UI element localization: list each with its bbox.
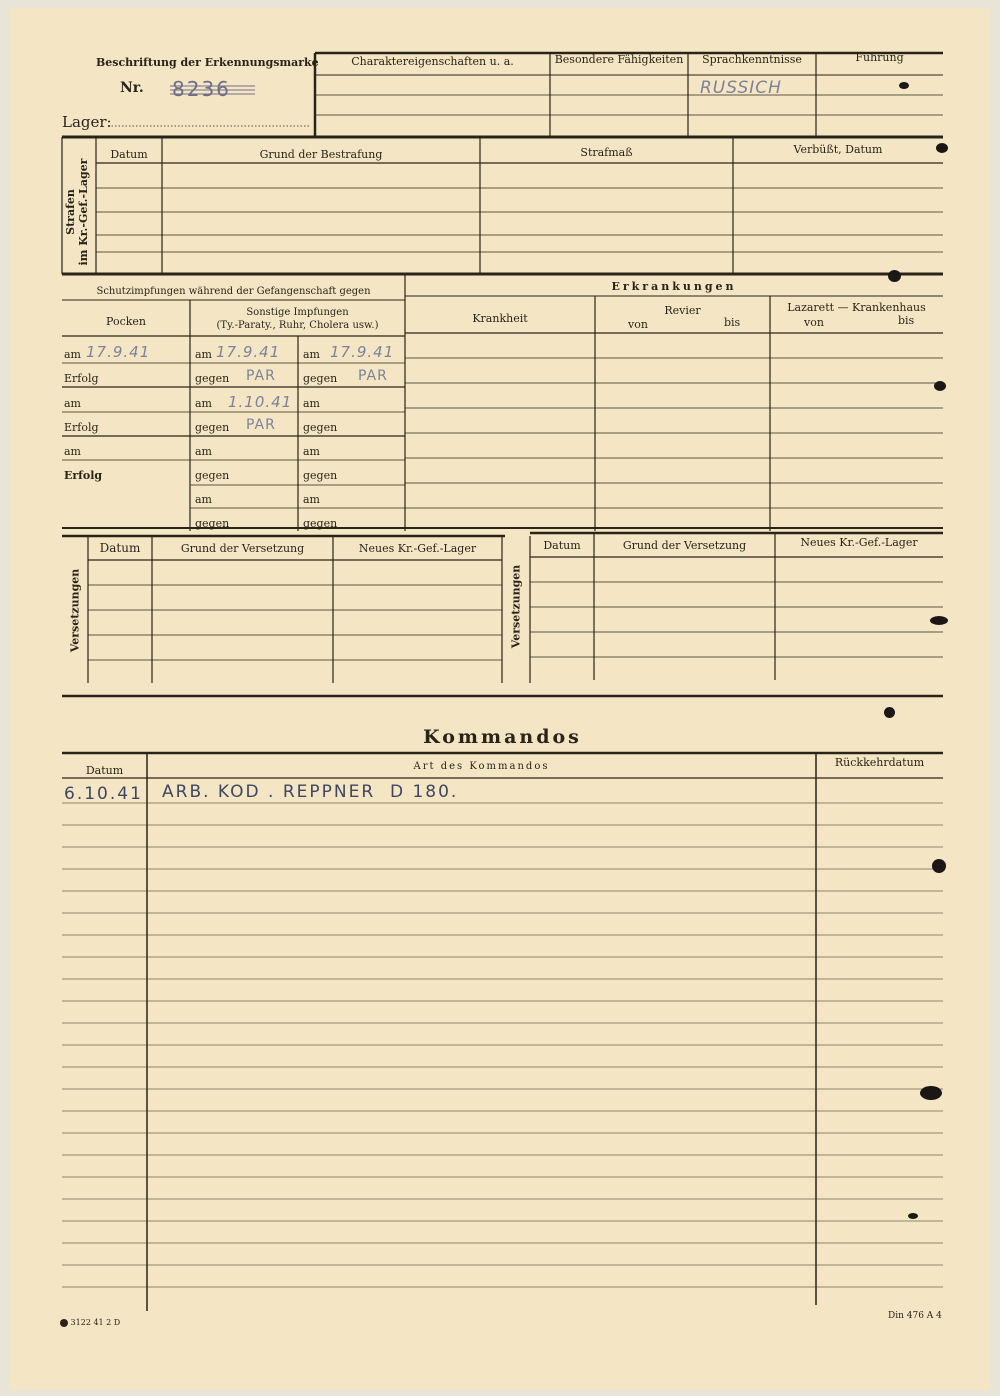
impf-lbl-erfolg: Erfolg	[64, 469, 103, 482]
impf-lbl-gegen: gegen	[303, 372, 338, 385]
punch-hole	[934, 381, 946, 391]
impf-col-sonstige-2: (Ty.-Paraty., Ruhr, Cholera usw.)	[216, 320, 379, 331]
erk-lazarett-bis: bis	[898, 314, 915, 327]
strafen-col-strafmass: Strafmaß	[580, 146, 633, 159]
impf-lbl-gegen: gegen	[195, 372, 230, 385]
impfungen-title: Schutzimpfungen während der Gefangenschaft gegen	[96, 286, 371, 297]
lager-label: Lager:	[62, 113, 112, 131]
nr-label: Nr.	[120, 80, 144, 96]
sonstige2-gegen-value: PAR	[358, 368, 388, 384]
strafen-col-datum: Datum	[110, 148, 148, 161]
erk-lazarett-von: von	[804, 316, 824, 329]
punch-hole	[884, 707, 895, 718]
footer-din: Din 476 A 4	[888, 1311, 942, 1321]
kommando-row1-datum: 6.10.41	[64, 784, 143, 804]
erk-revier-von: von	[628, 318, 648, 331]
erk-revier-bis: bis	[724, 316, 741, 329]
punch-hole	[932, 859, 946, 873]
impf-lbl-gegen: gegen	[303, 517, 338, 530]
erkrankungen-title: Erkrankungen	[611, 280, 737, 293]
vers-left-col-lager: Neues Kr.-Gef.-Lager	[358, 542, 477, 555]
pocken-am-value: 17.9.41	[86, 343, 151, 361]
col-header-faehigkeiten: Besondere Fähigkeiten	[554, 53, 684, 66]
kommandos-col-datum: Datum	[85, 764, 124, 777]
impf-lbl-gegen: gegen	[303, 421, 338, 434]
strafen-side-label	[64, 143, 90, 281]
vers-right-col-lager: Neues Kr.-Gef.-Lager	[800, 536, 918, 549]
kommandos-col-art: Art des Kommandos	[413, 761, 550, 772]
erk-col-revier: Revier	[664, 304, 701, 317]
impf-lbl-am: am	[303, 445, 320, 458]
sprach-value: RUSSICH	[700, 78, 782, 98]
erk-col-krankheit: Krankheit	[472, 312, 528, 325]
impf-lbl-am: am	[195, 348, 212, 361]
sonstige2-am-value: 17.9.41	[330, 343, 395, 361]
vers-right-col-grund: Grund der Versetzung	[622, 539, 747, 552]
col-header-fuehrung: Führung	[855, 51, 904, 64]
impf-col-sonstige-1: Sonstige Impfungen	[246, 307, 349, 318]
sonstige1-gegen2-value: PAR	[246, 417, 276, 433]
prisoner-record-card	[10, 8, 990, 1390]
vers-left-col-datum: Datum	[99, 541, 141, 555]
strafen-side-label-2: im Kr.-Gef.-Lager	[77, 158, 90, 266]
sonstige1-am2-value: 1.10.41	[228, 393, 293, 411]
impf-col-pocken: Pocken	[106, 315, 146, 328]
kommandos-title: Kommandos	[423, 726, 582, 748]
versetzungen-side-label-left: Versetzungen	[68, 568, 82, 653]
punch-hole	[908, 1213, 918, 1219]
impf-lbl-am: am	[195, 493, 212, 506]
punch-hole	[930, 616, 948, 625]
impf-lbl-am: am	[64, 445, 81, 458]
impf-lbl-gegen: gegen	[195, 421, 230, 434]
impf-lbl-am: am	[303, 397, 320, 410]
footer-left-text: 3122 41 2 D	[70, 1318, 121, 1327]
print-seal-icon	[60, 1319, 68, 1327]
kommando-row1-art: ARB. KOD . REPPNER D 180.	[162, 782, 459, 802]
impf-lbl-erfolg: Erfolg	[64, 421, 99, 434]
vers-right-col-datum: Datum	[543, 539, 581, 552]
strafen-side-label-1: Strafen	[64, 189, 77, 235]
impf-lbl-gegen: gegen	[303, 469, 338, 482]
marke-label: Beschriftung der Erkennungsmarke	[96, 56, 319, 69]
sonstige1-am-value: 17.9.41	[216, 343, 281, 361]
impf-lbl-am: am	[303, 493, 320, 506]
kommandos-col-rueckkehr: Rückkehrdatum	[834, 756, 925, 769]
vers-left-col-grund: Grund der Versetzung	[180, 542, 305, 555]
impf-lbl-am: am	[303, 348, 320, 361]
punch-hole	[899, 82, 909, 89]
punch-hole	[920, 1086, 942, 1100]
strafen-col-verbuesst: Verbüßt, Datum	[793, 143, 883, 156]
impf-lbl-am: am	[195, 397, 212, 410]
impf-lbl-gegen: gegen	[195, 517, 230, 530]
sonstige1-gegen-value: PAR	[246, 368, 276, 384]
impf-lbl-am: am	[64, 348, 81, 361]
impf-lbl-am: am	[195, 445, 212, 458]
erk-col-lazarett: Lazarett — Krankenhaus	[787, 301, 926, 314]
impf-lbl-am: am	[64, 397, 81, 410]
strafen-col-grund: Grund der Bestrafung	[259, 148, 383, 161]
form-grid-lines	[10, 8, 990, 1390]
impf-col-sonstige	[190, 306, 405, 332]
footer-print-code	[60, 1316, 120, 1329]
col-header-charakter: Charaktereigenschaften u. a.	[351, 55, 514, 68]
impf-lbl-erfolg: Erfolg	[64, 372, 99, 385]
col-header-sprach: Sprachkenntnisse	[702, 53, 802, 66]
impf-lbl-gegen: gegen	[195, 469, 230, 482]
versetzungen-side-label-right: Versetzungen	[509, 564, 523, 649]
nr-value: 8236	[172, 77, 231, 101]
